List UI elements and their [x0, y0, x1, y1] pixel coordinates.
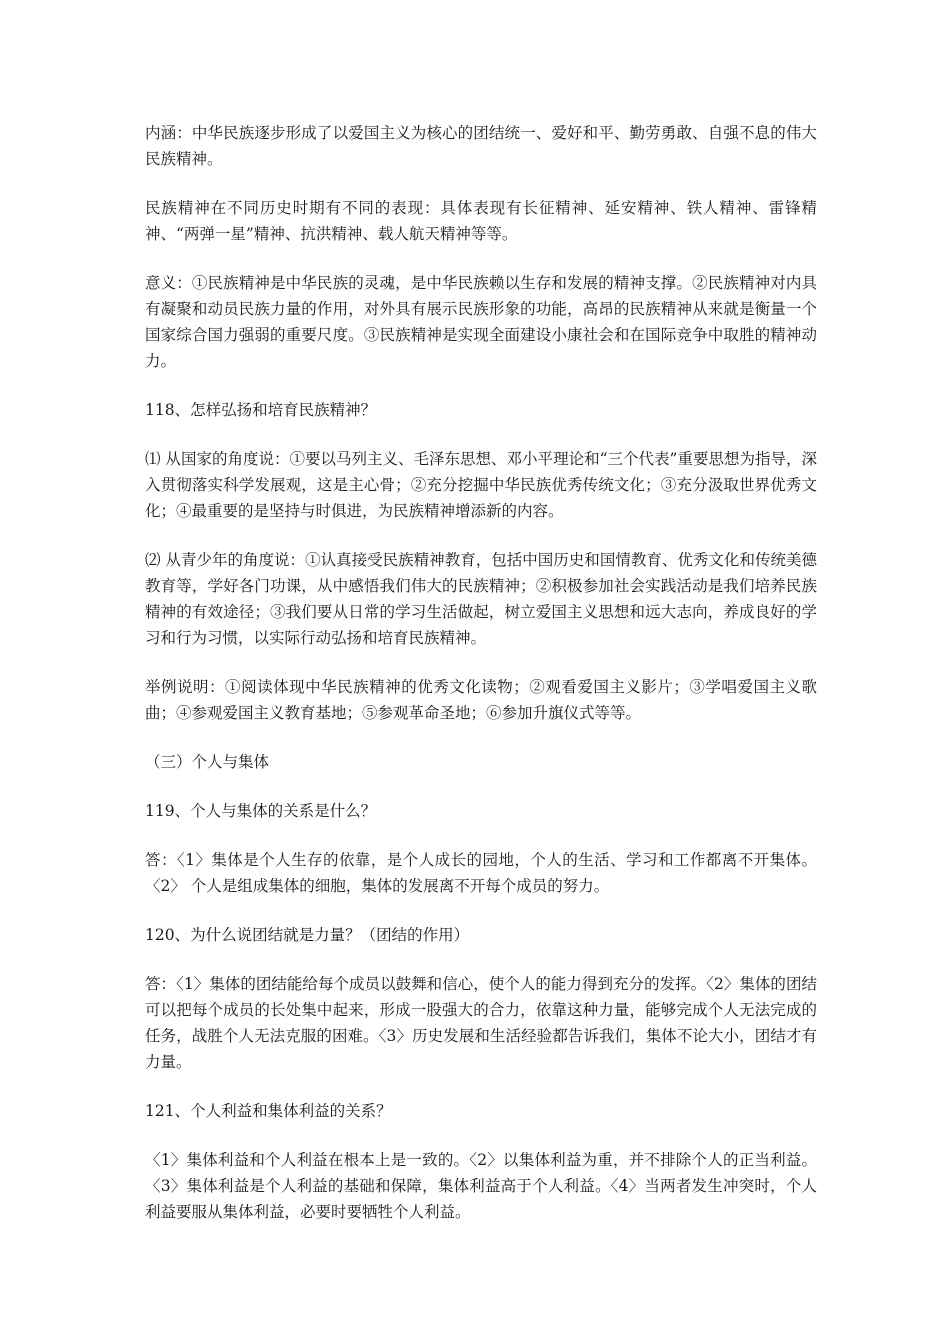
answer-119: 答：〈1〉集体是个人生存的依靠，是个人成长的园地，个人的生活、学习和工作都离不开集体。〈2〉 个人是组成集体的细胞，集体的发展离不开每个成员的努力。 — [145, 851, 817, 895]
question-121-heading: 121、个人利益和集体利益的关系？ — [145, 1102, 392, 1120]
paragraph-manifestations: 民族精神在不同历史时期有不同的表现：具体表现有长征精神、延安精神、铁人精神、雷锋精神、“两弹一星”精神、抗洪精神、载人航天精神等等。 — [145, 199, 817, 243]
paragraph-examples: 举例说明：①阅读体现中华民族精神的优秀文化读物；②观看爱国主义影片；③学唱爱国主义歌曲；④参观爱国主义教育基地；⑤参观革命圣地；⑥参加升旗仪式等等。 — [145, 678, 817, 722]
document-body — [145, 120, 817, 1248]
question-120-heading: 120、为什么说团结就是力量？（团结的作用） — [145, 926, 470, 944]
section-heading-individual-collective: （三）个人与集体 — [145, 753, 270, 771]
answer-120: 答：〈1〉集体的团结能给每个成员以鼓舞和信心，使个人的能力得到充分的发挥。〈2〉集体的团结可以把每个成员的长处集中起来，形成一股强大的合力，依靠这种力量，能够完成个人无法完成的任务，战胜个人无法克服的困难。〈3〉历史发展和生活经验都告诉我们，集体不论大小，团结才有力量。 — [145, 975, 817, 1071]
answer-121: 〈1〉集体利益和个人利益在根本上是一致的。〈2〉以集体利益为重，并不排除个人的正当利益。〈3〉集体利益是个人利益的基础和保障，集体利益高于个人利益。〈4〉当两者发生冲突时，个人利益要服从集体利益，必要时要牺牲个人利益。 — [145, 1151, 817, 1221]
paragraph-youth-perspective: ⑵ 从青少年的角度说：①认真接受民族精神教育，包括中国历史和国情教育、优秀文化和传统美德教育等，学好各门功课，从中感悟我们伟大的民族精神；②积极参加社会实践活动是我们培养民族精神的有效途径；③我们要从日常的学习生活做起，树立爱国主义思想和远大志向，养成良好的学习和行为习惯，以实际行动弘扬和培育民族精神。 — [145, 551, 817, 647]
paragraph-significance: 意义：①民族精神是中华民族的灵魂，是中华民族赖以生存和发展的精神支撑。②民族精神对内具有凝聚和动员民族力量的作用，对外具有展示民族形象的功能，高昂的民族精神从来就是衡量一个国家综合国力强弱的重要尺度。③民族精神是实现全面建设小康社会和在国际竞争中取胜的精神动力。 — [145, 274, 817, 370]
question-118-heading: 118、怎样弘扬和培育民族精神？ — [145, 401, 377, 419]
paragraph-connotation: 内涵：中华民族逐步形成了以爱国主义为核心的团结统一、爱好和平、勤劳勇敢、自强不息的伟大民族精神。 — [145, 124, 817, 168]
paragraph-national-perspective: ⑴ 从国家的角度说：①要以马列主义、毛泽东思想、邓小平理论和“三个代表”重要思想为指导，深入贯彻落实科学发展观，这是主心骨；②充分挖掘中华民族优秀传统文化；③充分汲取世界优秀文化；④最重要的是坚持与时俱进，为民族精神增添新的内容。 — [145, 450, 817, 520]
question-119-heading: 119、个人与集体的关系是什么？ — [145, 802, 377, 820]
